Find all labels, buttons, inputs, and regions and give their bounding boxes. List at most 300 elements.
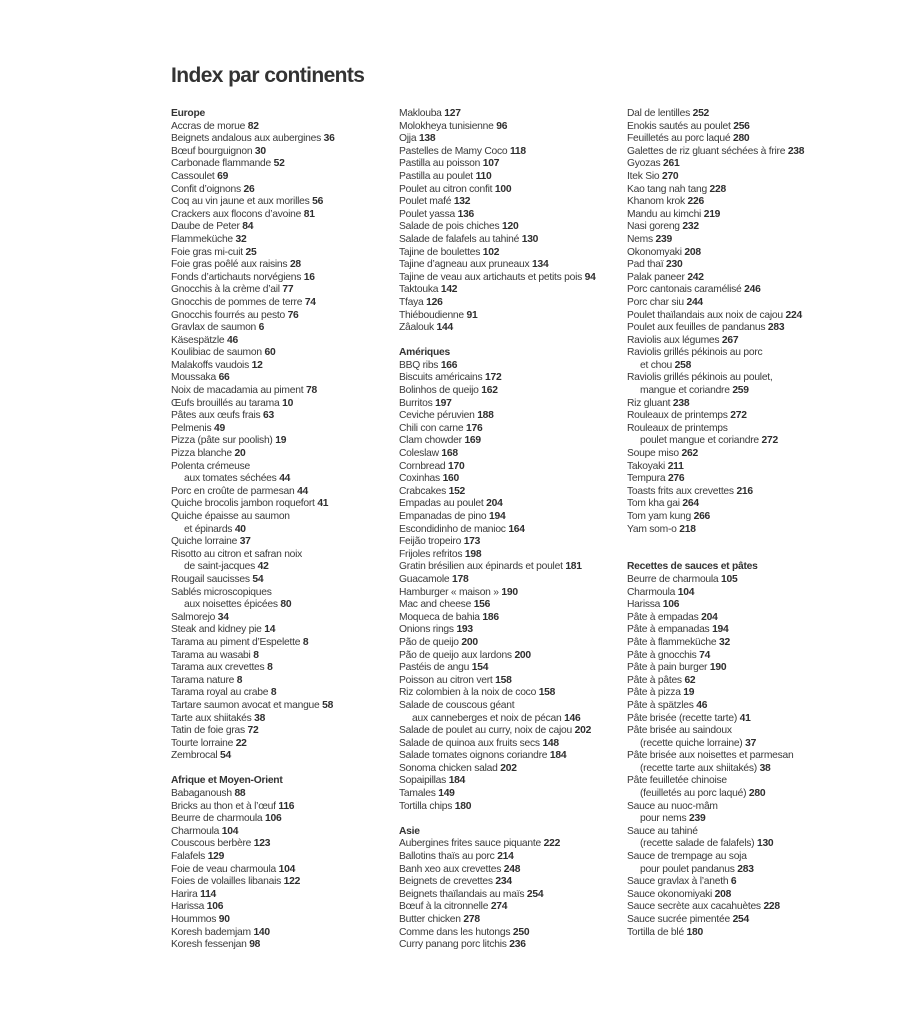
recipe-name: Risotto au citron et safran noix bbox=[171, 548, 303, 560]
recipe-name: Gravlax de saumon bbox=[171, 322, 257, 334]
recipe-name: Charmoula bbox=[171, 825, 220, 837]
index-entry bbox=[171, 234, 335, 247]
recipe-name: Poulet thaïlandais aux noix de cajou bbox=[627, 309, 783, 321]
page-number: 164 bbox=[508, 523, 525, 535]
index-entry bbox=[171, 662, 335, 675]
recipe-name: aux noisettes épicées bbox=[184, 599, 278, 611]
index-entry bbox=[399, 247, 596, 260]
page-number: 261 bbox=[663, 158, 680, 170]
page-number: 77 bbox=[282, 284, 294, 296]
page-number: 156 bbox=[473, 599, 491, 611]
recipe-name: Frijoles refritos bbox=[399, 548, 463, 560]
recipe-name: Porc char siu bbox=[627, 296, 684, 308]
recipe-name: Mac and cheese bbox=[399, 599, 472, 611]
index-entry-continuation bbox=[171, 473, 335, 486]
page-number: 188 bbox=[477, 410, 494, 422]
recipe-name: Beignets de crevettes bbox=[399, 876, 493, 888]
recipe-name: Koresh bademjam bbox=[171, 926, 251, 938]
recipe-name: Tajine de veau aux artichauts et petits pois bbox=[399, 271, 583, 283]
page-number: 242 bbox=[687, 271, 704, 283]
section-heading: Afrique et Moyen-Orient bbox=[171, 775, 283, 787]
page-number: 8 bbox=[270, 687, 277, 699]
recipe-name: Harissa bbox=[171, 901, 205, 913]
recipe-name: Salade de falafels au tahiné bbox=[399, 233, 520, 245]
page-number: 270 bbox=[661, 170, 679, 182]
index-entry bbox=[399, 158, 596, 171]
page-number: 274 bbox=[490, 901, 508, 913]
index-entry bbox=[399, 927, 596, 940]
page-number: 102 bbox=[482, 246, 500, 258]
recipe-name: Pâte à pâtes bbox=[627, 674, 682, 686]
recipe-name: Œufs brouillés au tarama bbox=[171, 397, 280, 409]
recipe-name: Itek Sio bbox=[627, 170, 660, 182]
index-entry bbox=[171, 536, 335, 549]
recipe-name: Moqueca de bahia bbox=[399, 611, 480, 623]
index-entry bbox=[399, 561, 596, 574]
page-number: 226 bbox=[687, 196, 704, 208]
page-number: 181 bbox=[565, 561, 582, 573]
index-entry bbox=[171, 738, 335, 751]
page-number: 63 bbox=[263, 410, 275, 422]
recipe-name: Tfaya bbox=[399, 296, 424, 308]
page-number: 228 bbox=[763, 901, 780, 913]
page-number: 190 bbox=[709, 662, 727, 674]
recipe-name: (recette quiche lorraine) bbox=[640, 737, 743, 749]
page-number: 180 bbox=[686, 926, 703, 938]
recipe-name: Confit d’oignons bbox=[171, 183, 241, 195]
index-entry bbox=[627, 347, 804, 360]
index-entry bbox=[627, 826, 804, 839]
section-heading: Amériques bbox=[399, 347, 450, 359]
page-number: 180 bbox=[454, 800, 472, 812]
page-number: 236 bbox=[509, 939, 526, 951]
index-entry bbox=[399, 650, 596, 663]
recipe-name: aux canneberges et noix de pécan bbox=[412, 712, 562, 724]
index-entry bbox=[627, 310, 804, 323]
page-number: 116 bbox=[278, 800, 295, 812]
index-entry bbox=[399, 385, 596, 398]
page-number: 250 bbox=[512, 926, 530, 938]
recipe-name: Toasts frits aux crevettes bbox=[627, 485, 734, 497]
recipe-name: Tom kha gai bbox=[627, 498, 680, 510]
recipe-name: Sablés microscopiques bbox=[171, 586, 272, 598]
index-entry bbox=[627, 234, 804, 247]
recipe-name: Pâte à empadas bbox=[627, 611, 699, 623]
index-entry bbox=[627, 851, 804, 864]
page-number: 54 bbox=[252, 573, 264, 585]
recipe-name: Tartare saumon avocat et mangue bbox=[171, 699, 320, 711]
recipe-name: Crackers aux flocons d’avoine bbox=[171, 208, 302, 220]
recipe-name: Pâte à empanadas bbox=[627, 624, 710, 636]
index-entry bbox=[627, 927, 804, 940]
recipe-name: Thiéboudienne bbox=[399, 309, 464, 321]
recipe-name: Raviolis grillés pékinois au poulet, bbox=[627, 372, 773, 384]
index-entry bbox=[171, 675, 335, 688]
page-number: 154 bbox=[471, 662, 489, 674]
recipe-name: pour nems bbox=[640, 813, 687, 825]
page-number: 46 bbox=[696, 699, 708, 711]
recipe-name: mangue et coriandre bbox=[640, 385, 730, 397]
index-entry bbox=[171, 398, 335, 411]
page-number: 104 bbox=[221, 825, 239, 837]
recipe-name: Hoummos bbox=[171, 914, 217, 925]
index-entry bbox=[399, 687, 596, 700]
page-number: 149 bbox=[438, 788, 455, 800]
recipe-name: Gnocchis de pommes de terre bbox=[171, 296, 303, 308]
recipe-name: Beignets andalous aux aubergines bbox=[171, 133, 322, 145]
index-entry bbox=[627, 423, 804, 436]
index-entry bbox=[171, 750, 335, 763]
page-number: 22 bbox=[235, 737, 247, 749]
index-entry bbox=[171, 284, 335, 297]
page-number: 184 bbox=[549, 750, 567, 762]
page-number: 91 bbox=[466, 309, 478, 321]
index-entry bbox=[627, 587, 804, 600]
index-entry bbox=[171, 637, 335, 650]
recipe-name: Nasi goreng bbox=[627, 221, 680, 233]
index-entry bbox=[627, 247, 804, 260]
recipe-name: Tatin de foie gras bbox=[171, 725, 245, 737]
index-entry bbox=[399, 221, 596, 234]
index-entry bbox=[627, 662, 804, 675]
index-entry-continuation bbox=[627, 813, 804, 826]
recipe-name: (recette salade de falafels) bbox=[640, 838, 755, 850]
page-number: 82 bbox=[247, 120, 259, 132]
index-entry bbox=[627, 801, 804, 814]
recipe-name: poulet mangue et coriandre bbox=[640, 435, 759, 447]
recipe-name: Ojja bbox=[399, 133, 417, 145]
section-spacer bbox=[399, 335, 596, 348]
page-number: 138 bbox=[418, 133, 436, 145]
index-entry bbox=[627, 700, 804, 713]
index-entry bbox=[399, 763, 596, 776]
recipe-name: Clam chowder bbox=[399, 435, 462, 447]
recipe-name: Beignets thaïlandais au maïs bbox=[399, 888, 525, 900]
index-entry bbox=[399, 372, 596, 385]
recipe-name: Poulet yassa bbox=[399, 208, 455, 220]
index-entry bbox=[399, 108, 596, 121]
page-number: 176 bbox=[465, 422, 483, 434]
recipe-name: Tajine de boulettes bbox=[399, 246, 481, 258]
recipe-name: Sauce au nuoc-mâm bbox=[627, 800, 718, 812]
index-entry bbox=[171, 435, 335, 448]
index-entry bbox=[171, 322, 335, 335]
page-number: 222 bbox=[543, 838, 561, 850]
page-number: 38 bbox=[254, 712, 266, 724]
index-entry bbox=[171, 486, 335, 499]
page-number: 216 bbox=[736, 485, 753, 497]
index-entry bbox=[171, 624, 335, 637]
page-number: 54 bbox=[220, 750, 231, 762]
recipe-name: Salade de poulet au curry, noix de cajou bbox=[399, 725, 572, 737]
page-number: 186 bbox=[482, 611, 499, 623]
recipe-name: Soupe miso bbox=[627, 448, 679, 460]
recipe-name: Palak paneer bbox=[627, 271, 685, 283]
index-entry bbox=[171, 335, 335, 348]
recipe-name: BBQ ribs bbox=[399, 359, 439, 371]
index-entry bbox=[399, 133, 596, 146]
recipe-name: Salade tomates oignons coriandre bbox=[399, 750, 548, 762]
recipe-name: Couscous berbère bbox=[171, 838, 252, 850]
index-entry bbox=[627, 146, 804, 159]
recipe-name: Carbonade flammande bbox=[171, 158, 271, 170]
index-entry bbox=[627, 461, 804, 474]
index-entry bbox=[171, 801, 335, 814]
page-number: 224 bbox=[785, 309, 802, 321]
page-number: 166 bbox=[440, 359, 458, 371]
index-entry bbox=[627, 687, 804, 700]
index-entry bbox=[399, 838, 596, 851]
recipe-name: Tempura bbox=[627, 473, 666, 485]
recipe-name: Pâtes aux œufs frais bbox=[171, 410, 261, 422]
page-number: 46 bbox=[226, 334, 238, 346]
page-number: 232 bbox=[682, 221, 699, 233]
recipe-name: Sauce au tahiné bbox=[627, 825, 698, 837]
index-entry bbox=[399, 234, 596, 247]
index-entry bbox=[627, 372, 804, 385]
page-number: 200 bbox=[461, 636, 478, 648]
index-entry bbox=[171, 121, 335, 134]
page-number: 8 bbox=[267, 662, 273, 674]
recipe-name: Poulet au citron confit bbox=[399, 183, 493, 195]
index-entry bbox=[627, 612, 804, 625]
page-number: 107 bbox=[482, 158, 500, 170]
recipe-name: Tarama royal au crabe bbox=[171, 687, 269, 699]
page-number: 148 bbox=[542, 737, 559, 749]
page-number: 234 bbox=[495, 876, 512, 888]
recipe-name: Gyozas bbox=[627, 158, 661, 170]
recipe-name: Zembrocal bbox=[171, 750, 218, 762]
index-entry bbox=[399, 297, 596, 310]
page-number: 36 bbox=[323, 133, 335, 145]
recipe-name: Salmorejo bbox=[171, 611, 216, 623]
page-number: 8 bbox=[236, 674, 243, 686]
index-entry bbox=[399, 259, 596, 272]
page-number: 160 bbox=[442, 473, 459, 485]
recipe-name: Tamales bbox=[399, 788, 436, 800]
recipe-name: Tom yam kung bbox=[627, 511, 691, 522]
page-number: 19 bbox=[275, 435, 287, 447]
page-number: 6 bbox=[730, 876, 737, 888]
recipe-name: Salade de quinoa aux fruits secs bbox=[399, 737, 540, 749]
recipe-name: Feijão tropeiro bbox=[399, 536, 462, 548]
recipe-name: Pão de queijo bbox=[399, 636, 459, 648]
recipe-name: Biscuits américains bbox=[399, 372, 483, 384]
page-number: 8 bbox=[302, 636, 309, 648]
page-number: 76 bbox=[287, 309, 299, 321]
recipe-name: Harira bbox=[171, 888, 198, 900]
recipe-name: Butter chicken bbox=[399, 914, 461, 925]
index-entry bbox=[171, 196, 335, 209]
index-entry bbox=[399, 448, 596, 461]
page-number: 259 bbox=[732, 385, 749, 397]
page-number: 84 bbox=[242, 221, 254, 233]
page-number: 96 bbox=[496, 120, 508, 132]
index-entry bbox=[627, 473, 804, 486]
page-number: 228 bbox=[709, 183, 726, 195]
index-entry bbox=[627, 171, 804, 184]
recipe-name: Sopaipillas bbox=[399, 775, 447, 787]
page-number: 132 bbox=[453, 196, 471, 208]
page-number: 30 bbox=[254, 145, 266, 157]
index-entry bbox=[171, 297, 335, 310]
index-entry bbox=[171, 372, 335, 385]
index-entry bbox=[171, 851, 335, 864]
index-entry bbox=[627, 775, 804, 788]
index-entry bbox=[399, 121, 596, 134]
page-number: 104 bbox=[278, 863, 296, 875]
page-number: 169 bbox=[464, 435, 481, 447]
page-number: 134 bbox=[532, 259, 549, 271]
recipe-name: Tarama aux crevettes bbox=[171, 662, 265, 674]
page-number: 14 bbox=[264, 624, 276, 636]
page-number: 25 bbox=[245, 246, 257, 258]
recipe-name: Cornbread bbox=[399, 460, 446, 472]
recipe-name: Aubergines frites sauce piquante bbox=[399, 838, 541, 850]
index-entry bbox=[399, 473, 596, 486]
recipe-name: Sauce okonomiyaki bbox=[627, 888, 713, 900]
page-number: 256 bbox=[733, 120, 750, 132]
index-entry bbox=[399, 549, 596, 562]
recipe-name: aux tomates séchées bbox=[184, 473, 277, 485]
index-entry bbox=[171, 939, 335, 952]
index-column-3 bbox=[627, 108, 804, 939]
recipe-name: Tourte lorraine bbox=[171, 737, 234, 749]
page-number: 52 bbox=[273, 158, 285, 170]
index-entry bbox=[627, 486, 804, 499]
recipe-name: Polenta crémeuse bbox=[171, 460, 250, 472]
page-number: 283 bbox=[737, 863, 754, 875]
recipe-name: Pâte brisée au saindoux bbox=[627, 725, 732, 737]
index-entry bbox=[171, 247, 335, 260]
index-entry bbox=[627, 713, 804, 726]
index-entry bbox=[399, 184, 596, 197]
page-number: 238 bbox=[672, 397, 690, 409]
page-number: 267 bbox=[721, 334, 739, 346]
index-entry bbox=[627, 914, 804, 927]
index-entry bbox=[399, 284, 596, 297]
recipe-name: Malakoffs vaudois bbox=[171, 359, 249, 371]
index-entry-continuation bbox=[627, 864, 804, 877]
recipe-name: Pastelles de Mamy Coco bbox=[399, 145, 508, 157]
page-number: 38 bbox=[759, 762, 771, 774]
recipe-name: Kao tang nah tang bbox=[627, 183, 707, 195]
index-entry bbox=[399, 700, 596, 713]
index-entry bbox=[627, 335, 804, 348]
index-entry bbox=[627, 889, 804, 902]
recipe-name: Babaganoush bbox=[171, 788, 232, 800]
index-entry bbox=[627, 121, 804, 134]
recipe-name: Tarama au piment d’Espelette bbox=[171, 636, 301, 648]
recipe-name: Khanom krok bbox=[627, 196, 685, 208]
recipe-name: Pâte brisée (recette tarte) bbox=[627, 712, 738, 724]
recipe-name: Raviolis aux légumes bbox=[627, 334, 720, 346]
recipe-name: Pâte à spätzles bbox=[627, 699, 694, 711]
page-number: 12 bbox=[251, 359, 263, 371]
index-entry bbox=[171, 650, 335, 663]
recipe-name: pour poulet pandanus bbox=[640, 863, 735, 875]
index-entry bbox=[399, 196, 596, 209]
recipe-name: Feuilletés au porc laqué bbox=[627, 133, 731, 145]
recipe-name: de saint-jacques bbox=[184, 561, 255, 573]
recipe-name: Koresh fessenjan bbox=[171, 939, 247, 951]
recipe-name: Noix de macadamia au piment bbox=[171, 385, 304, 397]
recipe-name: Tortilla chips bbox=[399, 800, 453, 812]
index-entry bbox=[399, 410, 596, 423]
page-number: 41 bbox=[317, 498, 329, 510]
recipe-name: Pâte brisée aux noisettes et parmesan bbox=[627, 750, 794, 762]
page-number: 100 bbox=[494, 183, 512, 195]
recipe-name: Empanadas de pino bbox=[399, 511, 487, 522]
page-title: Index par continents bbox=[171, 64, 365, 87]
recipe-name: Sauce gravlax à l’aneth bbox=[627, 876, 729, 888]
index-entry bbox=[171, 574, 335, 587]
page-number: 94 bbox=[584, 271, 596, 283]
page-number: 283 bbox=[767, 322, 785, 334]
recipe-name: Maklouba bbox=[399, 108, 442, 119]
page-number: 204 bbox=[701, 611, 718, 623]
index-entry bbox=[627, 498, 804, 511]
index-entry bbox=[171, 184, 335, 197]
recipe-name: Rougail saucisses bbox=[171, 573, 250, 585]
index-column-1 bbox=[171, 108, 335, 952]
index-entry bbox=[627, 322, 804, 335]
page-number: 208 bbox=[684, 246, 701, 258]
index-entry bbox=[171, 813, 335, 826]
recipe-name: Pâte feuilletée chinoise bbox=[627, 775, 727, 787]
recipe-name: Harissa bbox=[627, 599, 661, 611]
index-entry bbox=[399, 360, 596, 373]
index-entry bbox=[399, 612, 596, 625]
recipe-name: Banh xeo aux crevettes bbox=[399, 863, 502, 875]
recipe-name: Gnocchis fourrés au pesto bbox=[171, 309, 285, 321]
page-number: 37 bbox=[239, 536, 251, 548]
page-number: 78 bbox=[305, 385, 317, 397]
index-entry bbox=[399, 788, 596, 801]
page-number: 69 bbox=[217, 170, 229, 182]
page-number: 90 bbox=[218, 914, 230, 925]
recipe-name: Tortilla de blé bbox=[627, 926, 684, 938]
recipe-name: Burritos bbox=[399, 397, 433, 409]
page-number: 60 bbox=[264, 347, 276, 359]
page-number: 173 bbox=[463, 536, 481, 548]
index-entry bbox=[171, 549, 335, 562]
page-number: 239 bbox=[655, 233, 672, 245]
page-number: 81 bbox=[303, 208, 315, 220]
index-entry bbox=[171, 587, 335, 600]
recipe-name: Hamburger « maison » bbox=[399, 586, 499, 598]
page-number: 28 bbox=[289, 259, 301, 271]
recipe-name: Yam som-o bbox=[627, 523, 677, 535]
page-number: 218 bbox=[679, 523, 696, 535]
recipe-name: Bolinhos de queijo bbox=[399, 385, 479, 397]
index-entry bbox=[171, 385, 335, 398]
index-entry bbox=[399, 599, 596, 612]
index-entry bbox=[627, 259, 804, 272]
page-number: 42 bbox=[257, 561, 269, 573]
recipe-name: Chili con carne bbox=[399, 422, 464, 434]
recipe-name: Pastilla au poisson bbox=[399, 158, 481, 170]
index-entry bbox=[399, 511, 596, 524]
recipe-name: Quiche lorraine bbox=[171, 536, 238, 548]
recipe-name: Foie gras poêlé aux raisins bbox=[171, 259, 288, 271]
recipe-name: Molokheya tunisienne bbox=[399, 120, 494, 132]
index-entry-continuation bbox=[627, 360, 804, 373]
recipe-name: Pelmenis bbox=[171, 422, 212, 434]
page-number: 266 bbox=[693, 511, 711, 522]
index-entry-continuation bbox=[627, 838, 804, 851]
index-entry-continuation bbox=[627, 385, 804, 398]
